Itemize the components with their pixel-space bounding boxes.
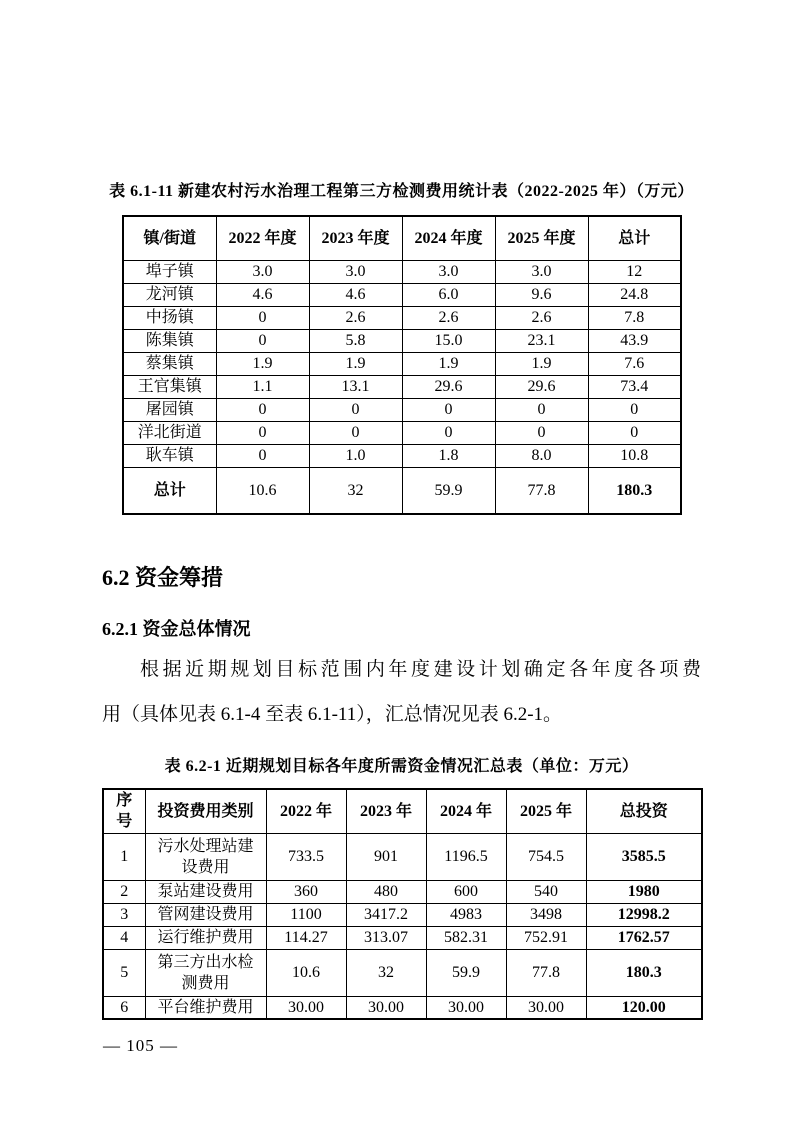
table-row — [123, 260, 681, 283]
column-header: 总投资 — [586, 789, 702, 833]
table-cell: 1.9 — [402, 352, 495, 375]
table-cell: 0 — [309, 421, 402, 444]
table-cell: 3.0 — [309, 260, 402, 283]
table-cell: 3.0 — [495, 260, 588, 283]
table-6-2-1-caption: 表 6.2-1 近期规划目标各年度所需资金情况汇总表（单位：万元） — [164, 758, 639, 775]
table-cell: 4.6 — [309, 283, 402, 306]
subsection-heading-6-2-1: 6.2.1 资金总体情况 — [102, 619, 251, 639]
table-6-2-1-body — [103, 833, 702, 1019]
table-row — [123, 421, 681, 444]
table-cell: 1.0 — [309, 444, 402, 467]
table-cell: 2.6 — [309, 306, 402, 329]
column-header: 投资费用类别 — [145, 789, 266, 833]
table-row — [123, 329, 681, 352]
table-cell: 泵站建设费用 — [145, 880, 266, 903]
table-cell: 屠园镇 — [123, 398, 216, 421]
table-cell: 0 — [495, 421, 588, 444]
table-cell: 540 — [506, 880, 586, 903]
table-cell: 1100 — [266, 903, 346, 926]
table-cell: 30.00 — [506, 996, 586, 1019]
table-row — [123, 306, 681, 329]
table-cell: 480 — [346, 880, 426, 903]
table-row — [103, 880, 702, 903]
column-header: 2025 年 — [506, 789, 586, 833]
table-row — [123, 444, 681, 467]
table-cell: 32 — [346, 949, 426, 996]
table-cell: 3585.5 — [586, 833, 702, 880]
table-cell: 73.4 — [588, 375, 681, 398]
table-cell: 4 — [103, 926, 145, 949]
table-cell: 9.6 — [495, 283, 588, 306]
table-cell: 10.8 — [588, 444, 681, 467]
table-cell: 3 — [103, 903, 145, 926]
table-row — [103, 903, 702, 926]
table-cell: 8.0 — [495, 444, 588, 467]
table-cell: 4.6 — [216, 283, 309, 306]
table-cell: 平台维护费用 — [145, 996, 266, 1019]
table-cell: 5 — [103, 949, 145, 996]
table-cell: 陈集镇 — [123, 329, 216, 352]
table-cell: 29.6 — [402, 375, 495, 398]
table-cell: 0 — [588, 421, 681, 444]
table-cell: 733.5 — [266, 833, 346, 880]
table-cell: 7.6 — [588, 352, 681, 375]
table-cell: 3417.2 — [346, 903, 426, 926]
table-cell: 120.00 — [586, 996, 702, 1019]
table-cell: 5.8 — [309, 329, 402, 352]
table-cell: 360 — [266, 880, 346, 903]
table-cell: 24.8 — [588, 283, 681, 306]
column-header: 2022 年 — [266, 789, 346, 833]
header-row — [103, 789, 702, 833]
column-header: 镇/街道 — [123, 216, 216, 260]
body-paragraph — [102, 647, 701, 737]
table-row — [123, 283, 681, 306]
table-cell: 59.9 — [426, 949, 506, 996]
table-cell: 43.9 — [588, 329, 681, 352]
table-cell: 7.8 — [588, 306, 681, 329]
table-cell-total: 180.3 — [588, 467, 681, 514]
table-cell: 77.8 — [495, 467, 588, 514]
table-row — [123, 352, 681, 375]
table-cell: 运行维护费用 — [145, 926, 266, 949]
table-6-2-1-header — [103, 789, 702, 833]
table-cell: 752.91 — [506, 926, 586, 949]
table-cell: 2.6 — [495, 306, 588, 329]
column-header: 2023 年度 — [309, 216, 402, 260]
table-cell: 第三方出水检测费用 — [145, 949, 266, 996]
total-row-label: 总计 — [123, 467, 216, 514]
table-cell: 6.0 — [402, 283, 495, 306]
column-header: 2025 年度 — [495, 216, 588, 260]
column-header: 2024 年度 — [402, 216, 495, 260]
table-cell: 2.6 — [402, 306, 495, 329]
table-cell: 180.3 — [586, 949, 702, 996]
table-6-1-11-body — [123, 260, 681, 467]
table-cell: 13.1 — [309, 375, 402, 398]
paragraph-line-1: 根据近期规划目标范围内年度建设计划确定各年度各项费 — [140, 659, 701, 680]
table-cell: 污水处理站建设费用 — [145, 833, 266, 880]
table-cell: 1980 — [586, 880, 702, 903]
table-cell: 10.6 — [266, 949, 346, 996]
table-cell: 6 — [103, 996, 145, 1019]
table-cell: 600 — [426, 880, 506, 903]
table-cell: 1 — [103, 833, 145, 880]
column-header: 2023 年 — [346, 789, 426, 833]
table-cell: 1.9 — [495, 352, 588, 375]
table-cell: 0 — [588, 398, 681, 421]
table-cell: 埠子镇 — [123, 260, 216, 283]
page-content — [102, 178, 701, 1020]
paragraph-line-2: 用（具体见表 6.1-4 至表 6.1-11），汇总情况见表 6.2-1。 — [102, 704, 563, 725]
table-cell: 30.00 — [266, 996, 346, 1019]
table-cell: 12 — [588, 260, 681, 283]
table-cell: 23.1 — [495, 329, 588, 352]
table-cell: 龙河镇 — [123, 283, 216, 306]
table-cell: 29.6 — [495, 375, 588, 398]
table-cell: 30.00 — [346, 996, 426, 1019]
page-number: — 105 — — [103, 1036, 178, 1055]
table-row — [123, 398, 681, 421]
table-row — [103, 949, 702, 996]
table-cell: 10.6 — [216, 467, 309, 514]
table-cell: 1.9 — [216, 352, 309, 375]
section-heading-6-2: 6.2 资金筹措 — [102, 565, 224, 590]
table-cell: 15.0 — [402, 329, 495, 352]
table-cell: 0 — [216, 398, 309, 421]
column-header: 总计 — [588, 216, 681, 260]
table-cell: 2 — [103, 880, 145, 903]
table-cell: 1.1 — [216, 375, 309, 398]
table-6-1-11-caption: 表 6.1-11 新建农村污水治理工程第三方检测费用统计表（2022-2025 年）（万元） — [109, 183, 694, 200]
table-cell: 0 — [216, 421, 309, 444]
table-row — [103, 996, 702, 1019]
total-row — [123, 467, 681, 514]
table-cell: 1762.57 — [586, 926, 702, 949]
table-6-1-11-header — [123, 216, 681, 260]
table-cell: 0 — [495, 398, 588, 421]
table-cell: 77.8 — [506, 949, 586, 996]
column-header: 序号 — [103, 789, 145, 833]
table-cell: 114.27 — [266, 926, 346, 949]
column-header: 2024 年 — [426, 789, 506, 833]
table-cell: 313.07 — [346, 926, 426, 949]
table-cell: 30.00 — [426, 996, 506, 1019]
table-cell: 耿车镇 — [123, 444, 216, 467]
table-cell: 32 — [309, 467, 402, 514]
table-cell: 蔡集镇 — [123, 352, 216, 375]
column-header: 2022 年度 — [216, 216, 309, 260]
table-cell: 1.8 — [402, 444, 495, 467]
table-cell: 0 — [402, 421, 495, 444]
table-cell: 1.9 — [309, 352, 402, 375]
table-cell: 0 — [216, 444, 309, 467]
table-cell: 洋北街道 — [123, 421, 216, 444]
table-cell: 3498 — [506, 903, 586, 926]
table-cell: 4983 — [426, 903, 506, 926]
table-cell: 1196.5 — [426, 833, 506, 880]
table-row — [103, 833, 702, 880]
table-cell: 管网建设费用 — [145, 903, 266, 926]
table-cell: 901 — [346, 833, 426, 880]
table-cell: 59.9 — [402, 467, 495, 514]
table-row — [103, 926, 702, 949]
table-cell: 12998.2 — [586, 903, 702, 926]
table-6-2-1 — [102, 788, 703, 1020]
table-cell: 0 — [216, 306, 309, 329]
table-cell: 582.31 — [426, 926, 506, 949]
table-cell: 0 — [309, 398, 402, 421]
table-cell: 754.5 — [506, 833, 586, 880]
table-cell: 王官集镇 — [123, 375, 216, 398]
table-6-1-11 — [122, 215, 682, 515]
table-cell: 3.0 — [216, 260, 309, 283]
table-6-1-11-footer — [123, 467, 681, 514]
header-row — [123, 216, 681, 260]
table-cell: 中扬镇 — [123, 306, 216, 329]
table-cell: 0 — [402, 398, 495, 421]
table-row — [123, 375, 681, 398]
table-cell: 0 — [216, 329, 309, 352]
table-cell: 3.0 — [402, 260, 495, 283]
